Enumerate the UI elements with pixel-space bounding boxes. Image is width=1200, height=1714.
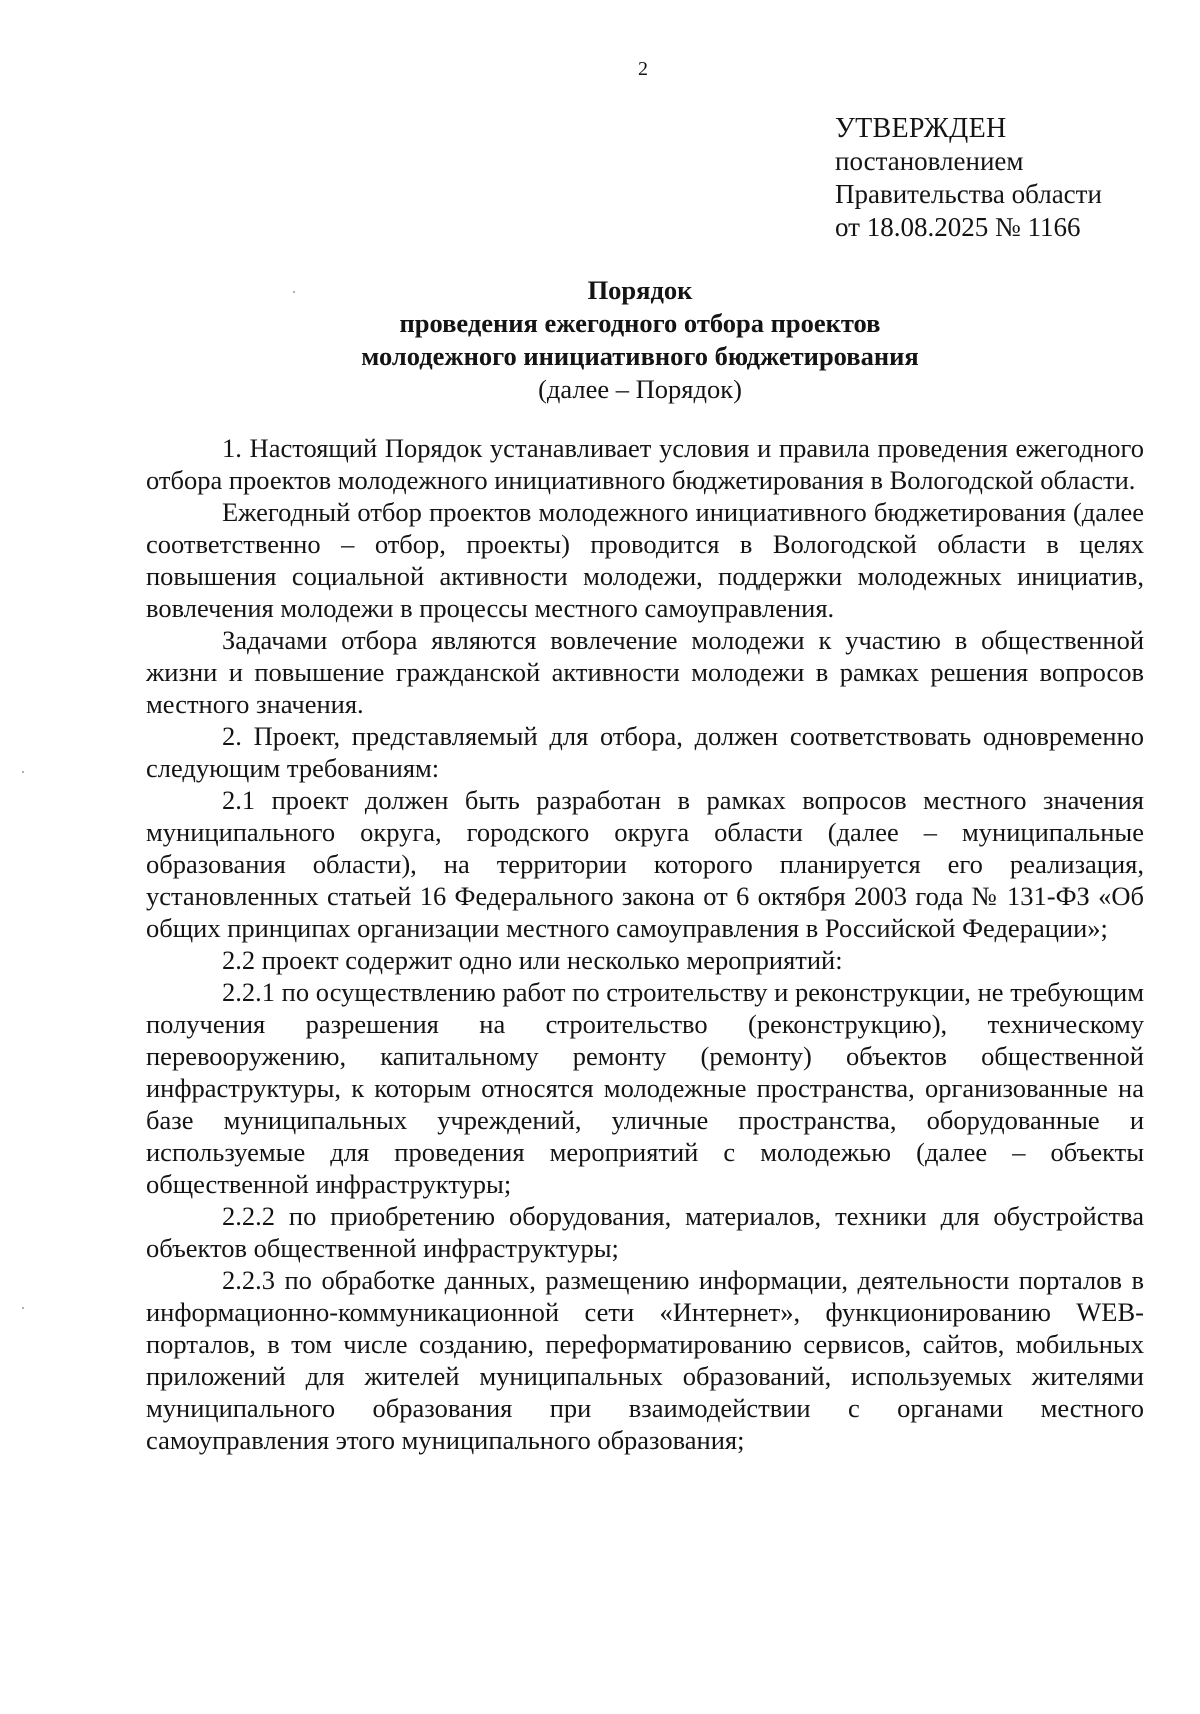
paragraph: 2.2.1 по осуществлению работ по строительству и реконструкции, не требующим получения разрешения на строительство (реконструкцию), техническому перевооружению, капитальному ремонту (ремонту) объектов общественной инфраструктуры, к которым относятся молодежные пространства, организованные на базе муниципальных учреждений, уличные пространства, оборудованные и используемые для проведения мероприятий с молодежью (далее – объекты общественной инфраструктуры; [146,977,1144,1199]
paragraph: 1. Настоящий Порядок устанавливает условия и правила проведения ежегодного отбора проектов молодежного инициативного бюджетирования в Вологодской области. [146,433,1144,495]
title-subheading: молодежного инициативного бюджетирования [361,341,919,371]
paragraph: 2.2.2 по приобретению оборудования, материалов, техники для обустройства объектов общественной инфраструктуры; [146,1201,1144,1263]
paragraph: 2.2 проект содержит одно или несколько мероприятий: [222,945,843,975]
paragraph: Ежегодный отбор проектов молодежного инициативного бюджетирования (далее соответственно – отбор, проекты) проводится в Вологодской области в целях повышения социальной активности молодежи, поддержки молодежных инициатив, вовлечения молодежи в процессы местного самоуправления. [146,497,1144,623]
paragraph: 2.2.3 по обработке данных, размещению информации, деятельности порталов в информационно-коммуникационной сети «Интернет», функционированию WEB-порталов, в том числе созданию, переформатированию сервисов, сайтов, мобильных приложений для жителей муниципальных образований, используемых жителями муниципального образования при взаимодействии с органами местного самоуправления этого муниципального образования; [146,1265,1144,1455]
paragraph: 2.1 проект должен быть разработан в рамках вопросов местного значения муниципального округа, городского округа области (далее – муниципальные образования области), на территории которого планируется его реализация, установленных статьей 16 Федерального закона от 6 октября 2003 года № 131-ФЗ «Об общих принципах организации местного самоуправления в Российской Федерации»; [146,785,1144,943]
title-subheading: проведения ежегодного отбора проектов [399,308,881,338]
approval-line: постановлением [835,146,1024,176]
approval-date-number: от 18.08.2025 № 1166 [835,212,1081,242]
paragraph: Задачами отбора являются вовлечение молодежи к участию в общественной жизни и повышение гражданской активности молодежи в рамках решения вопросов местного значения. [146,625,1144,719]
document-body [146,432,1144,1456]
scan-artifact [22,771,24,773]
scan-artifact [293,291,295,293]
approval-line: Правительства области [835,179,1102,209]
page-number: 2 [638,58,648,80]
title-abbreviation: (далее – Порядок) [538,374,742,404]
title-heading: Порядок [587,275,693,305]
scan-artifact [22,1307,24,1309]
approval-stamp [835,112,1102,244]
approval-title: УТВЕРЖДЕН [835,113,1007,144]
document-title [140,274,1140,406]
paragraph: 2. Проект, представляемый для отбора, должен соответствовать одновременно следующим требованиям: [146,721,1144,783]
